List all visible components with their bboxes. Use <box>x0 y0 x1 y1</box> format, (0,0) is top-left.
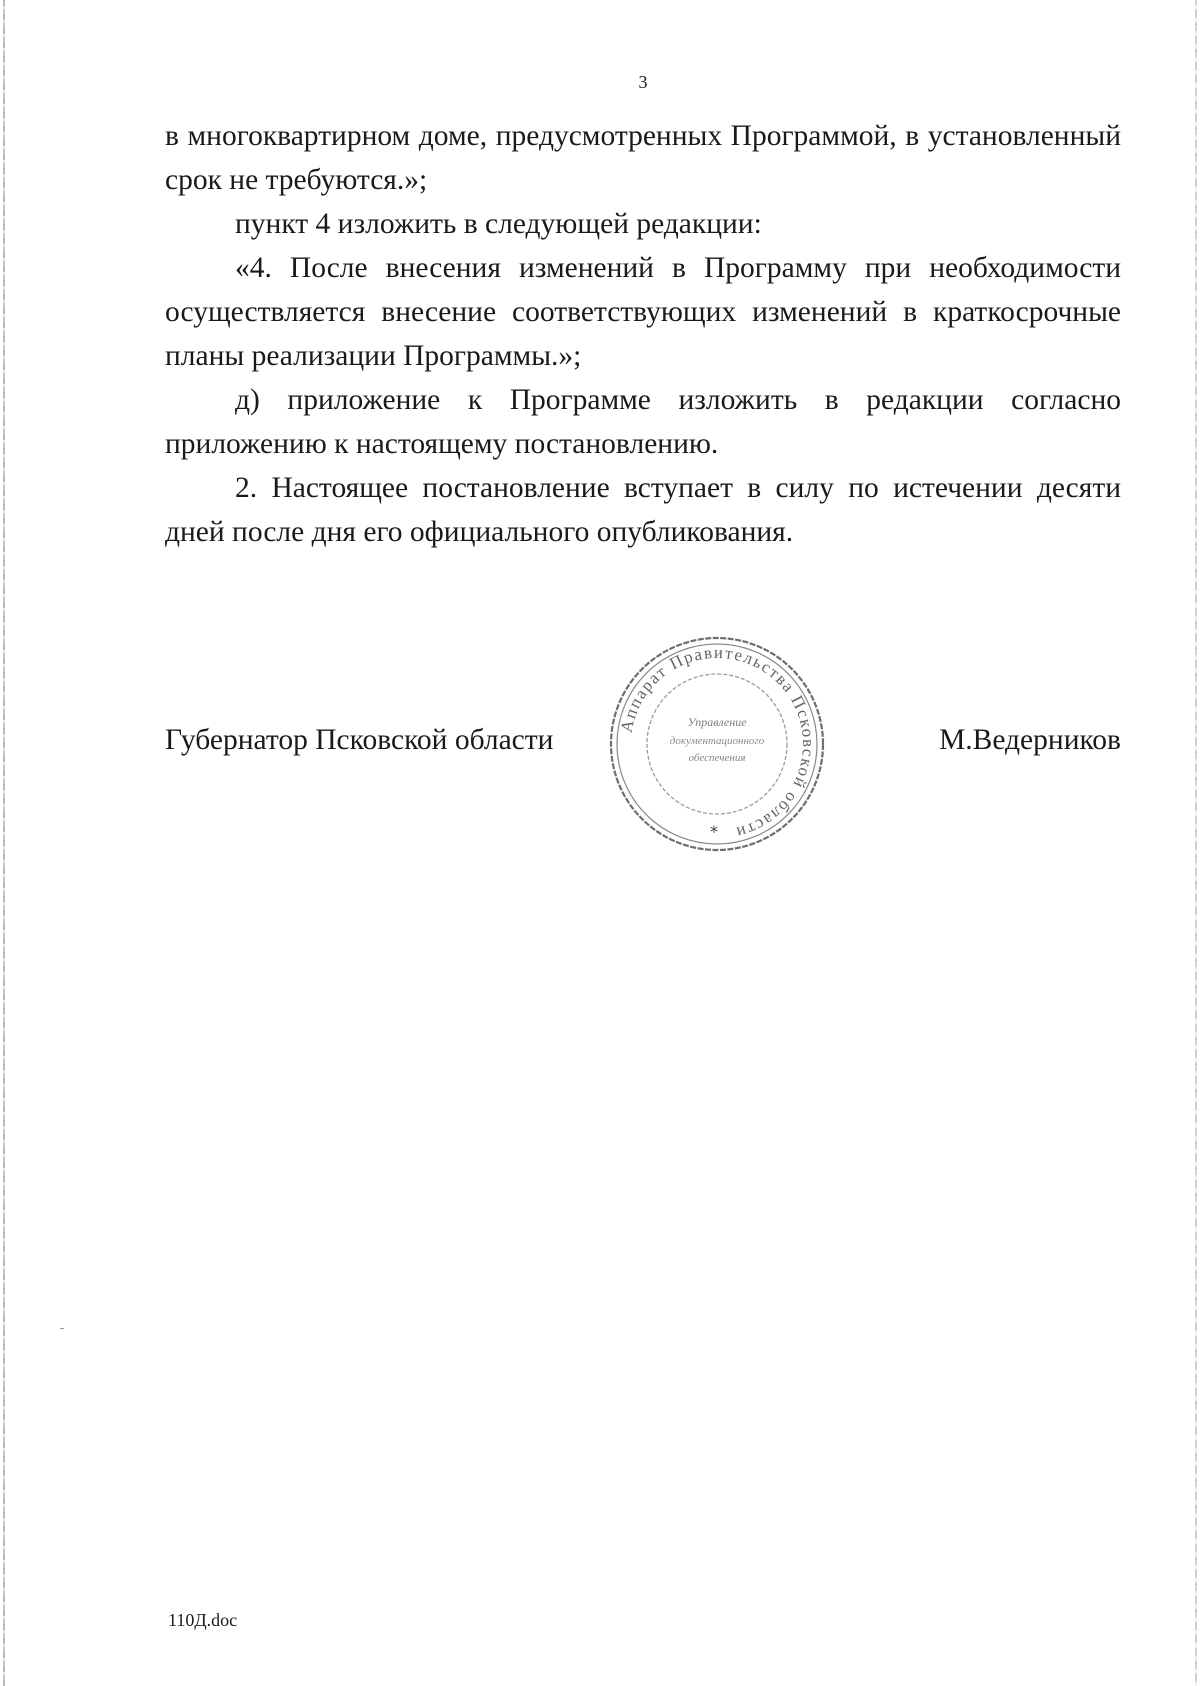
paragraph-effective-date: 2. Настоящее постановление вступает в силу по истечении десяти дней после дня его официального опубликования. <box>165 472 1121 548</box>
paragraph-continuation: в многоквартирном доме, предусмотренных Программой, в установленный срок не требуются.»; <box>165 120 1121 196</box>
paragraph-item-4-instruction: пункт 4 изложить в следующей редакции: <box>235 208 762 240</box>
seal-center-line-2: документационного <box>669 735 765 747</box>
footer-filename: 110Д.doc <box>168 1610 238 1630</box>
official-seal-stamp <box>607 634 827 854</box>
paragraph-subitem-d: д) приложение к Программе изложить в редакции согласно приложению к настоящему постановлению. <box>165 384 1121 460</box>
scan-artifact <box>60 1328 64 1329</box>
seal-star: * <box>710 822 718 841</box>
signer-title: Губернатор Псковской области <box>165 724 554 756</box>
page-number: 3 <box>638 72 648 92</box>
seal-ring-text: Аппарат Правительства Псковской области <box>616 642 819 843</box>
scan-edge-left <box>3 0 5 1686</box>
seal-center-line-1: Управление <box>687 715 747 729</box>
paragraph-item-4-text: «4. После внесения изменений в Программу при необходимости осуществляется внесение соответствующих изменений в краткосрочные планы реализации Программы.»; <box>165 252 1121 372</box>
document-body <box>165 114 1121 554</box>
signer-name: М.Ведерников <box>939 724 1121 756</box>
seal-center-line-3: обеспечения <box>688 752 746 764</box>
scan-edge-right <box>1195 0 1197 1686</box>
